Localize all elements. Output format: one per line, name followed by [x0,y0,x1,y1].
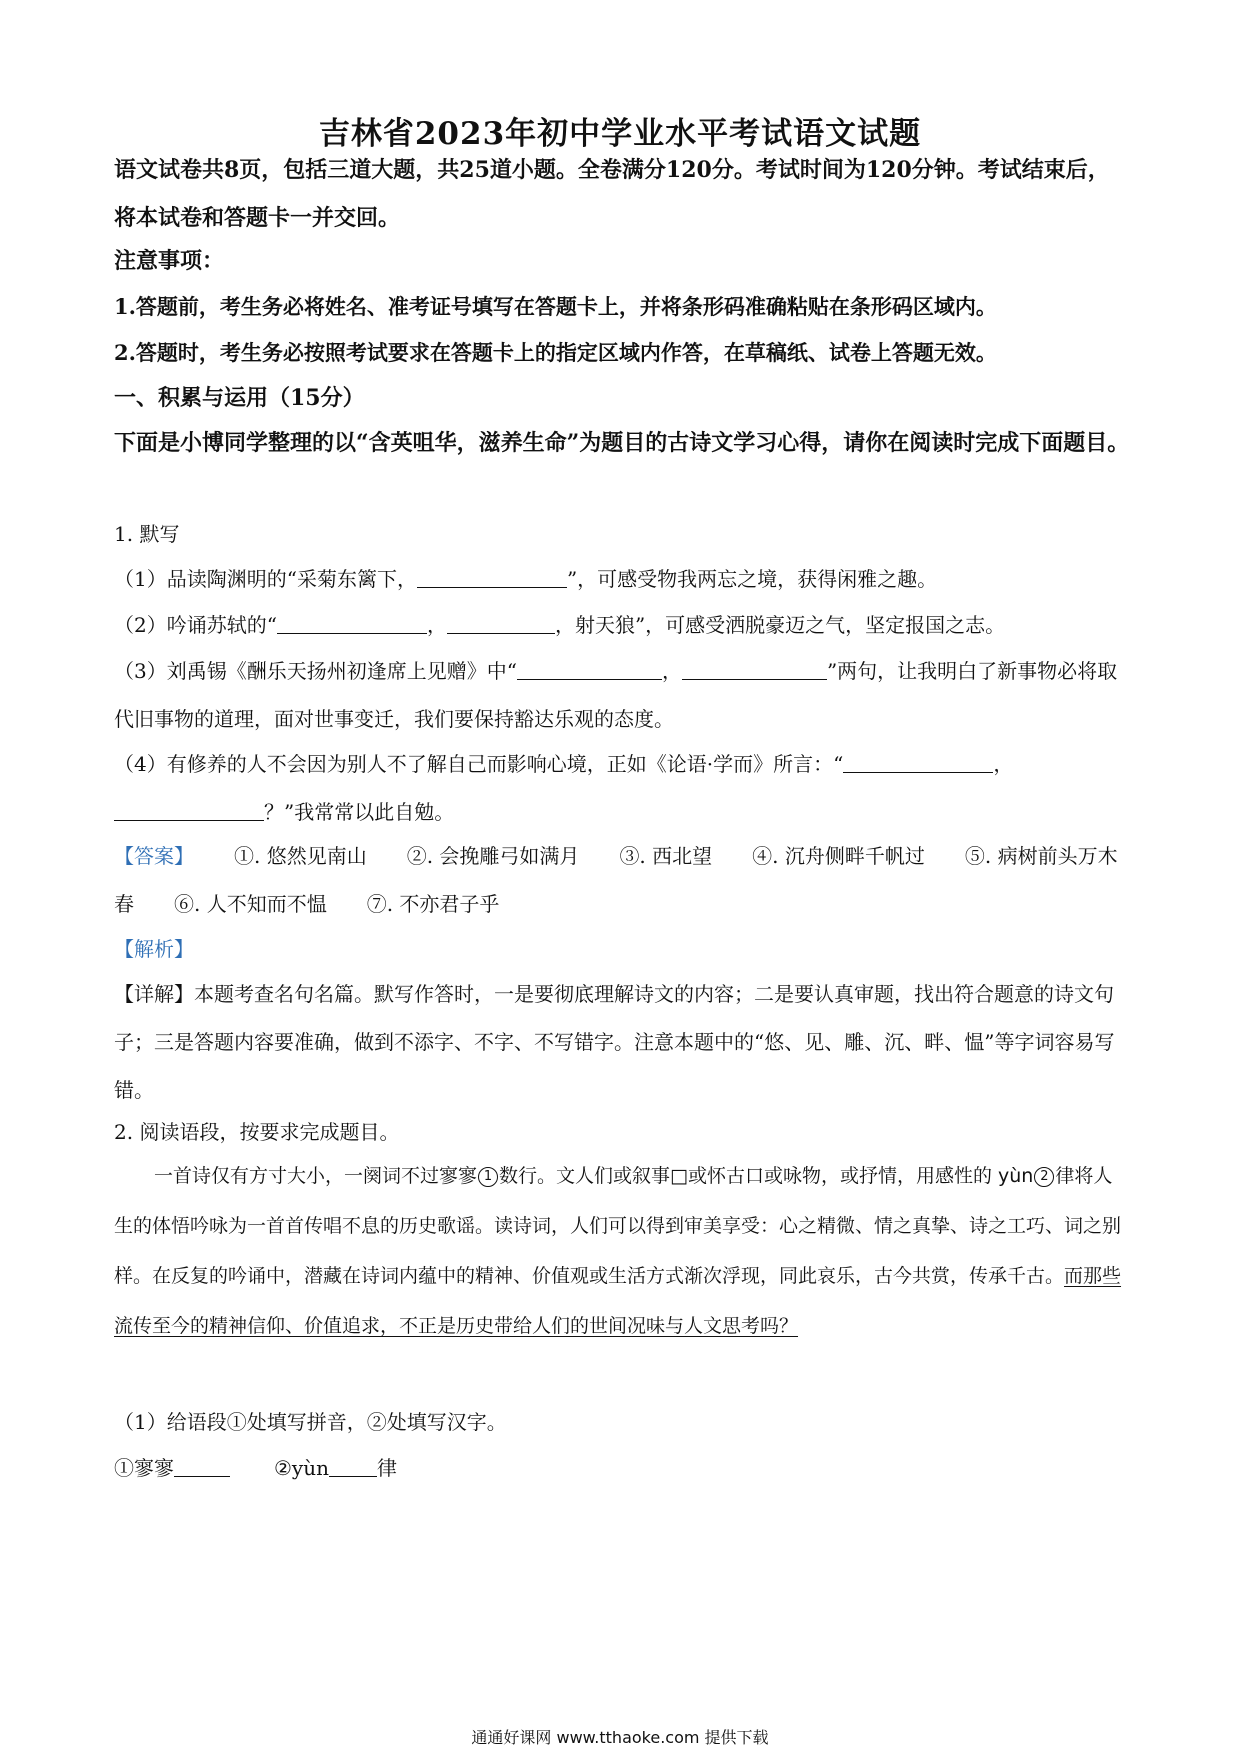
analysis-detail: 【详解】本题考查名句名篇。默写作答时，一是要彻底理解诗文的内容；二是要认真审题，找出符合题意的诗文句子；三是答题内容要准确，做到不添字、不字、不写错字。注意本题中的“悠、见、雕、沉、畔、愠”等字词容易写错。 [114,982,1115,1102]
q1-part1-text-b: ”，可感受物我两忘之境，获得闲雅之趣。 [566,567,938,591]
answer-item: ⑥. 人不知而不愠 [174,892,327,916]
q1-part3-text-b: ， [661,659,682,683]
answer-blank [277,611,427,634]
answer-item: ⑤. 病树前头万木春 [114,844,1118,916]
question-2-sub-1: （1）给语段①处填写拼音，②处填写汉字。 [114,1410,507,1434]
notice-heading: 注意事项： [114,248,225,274]
blank-marker-2: 2 [1034,1167,1054,1187]
answer-blank [682,657,827,680]
q1-part4-text-b: ， [993,752,1014,776]
answer-item: ④. 沉舟侧畔千帆过 [752,844,925,868]
page-title: 吉林省2023年初中学业水平考试语文试题 [318,116,922,152]
section-intro: 下面是小博同学整理的以“含英咀华，滋养生命”为题目的古诗文学习心得，请你在阅读时完成下面题目。 [114,430,1130,456]
q1-part2-text-b: ， [426,613,447,637]
question-1-part-4 [114,740,1130,836]
answer-blank [843,750,993,773]
passage-text-c: 律将人生的体悟吟咏为一首首传唱不息的历史歌谣。读诗词，人们可以得到审美享受：心之精微、情之真挚、诗之工巧、词之别样。在反复的吟诵中，潜藏在诗词内蕴中的精神、价值观或生活方式渐次浮现，同此哀乐，古今共赏，传承千古。 [114,1165,1122,1287]
q1-part3-text-a: （3）刘禹锡《酬乐天扬州初逢席上见赠》中“ [114,659,517,683]
passage-underlined-sentence: 而那些流传至今的精神信仰、价值追求，不正是历史带给人们的世间况味与人文思考吗？ [114,1265,1122,1337]
q1-part4-text-a: （4）有修养的人不会因为别人不了解自己而影响心境，正如《论语·学而》所言：“ [114,752,844,776]
q1-part4-text-c: ？”我常常以此自勉。 [264,800,455,824]
blank-marker-1: 1 [478,1167,498,1187]
answer-item: ③. 西北望 [619,844,713,868]
answer-blank [447,611,555,634]
q1-part2-text-a: （2）吟诵苏轼的“ [114,613,277,637]
analysis-label: 【解析】 [114,937,194,961]
answer-item: ②. 会挽雕弓如满月 [406,844,580,868]
sub1-item-1: ①寥寥 [114,1456,174,1480]
answer-item: ①. 悠然见南山 [234,844,367,868]
exam-intro: 语文试卷共8页，包括三道大题，共25道小题。全卷满分120分。考试时间为120分钟。考试结束后，将本试卷和答题卡一并交回。 [114,157,1110,231]
question-1-part-3 [114,647,1130,743]
answer-blank [417,565,567,588]
section-heading: 一、积累与运用（15分） [114,385,365,411]
answer-label: 【答案】 [114,844,194,868]
reading-passage [114,1151,1130,1351]
question-2-label: 2. 阅读语段，按要求完成题目。 [114,1120,400,1144]
question-2-sub-1-answer [114,1444,1130,1492]
question-1-label: 1. 默写 [114,522,180,546]
passage-text-a: 一首诗仅有方寸大小，一阕词不过寥寥 [154,1165,478,1187]
answer-item: ⑦. 不亦君子乎 [366,892,500,916]
sub1-item-2: ②yùn [274,1456,329,1480]
q1-part2-text-c: ，射天狼”，可感受洒脱豪迈之气，坚定报国之志。 [554,613,1006,637]
answer-blank [174,1454,230,1477]
notice-item-1: 1.答题前，考生务必将姓名、准考证号填写在答题卡上，并将条形码准确粘贴在条形码区域内。 [114,294,997,319]
page-footer: 通通好课网 www.tthaoke.com 提供下载 [471,1728,769,1747]
notice-item-2: 2.答题时，考生务必按照考试要求在答题卡上的指定区域内作答，在草稿纸、试卷上答题无效。 [114,340,997,365]
sub1-item-2-tail: 律 [377,1456,397,1480]
question-1-part-1 [114,555,1130,603]
answer-blank [114,798,264,821]
q1-part1-text-a: （1）品读陶渊明的“采菊东篱下， [114,567,417,591]
question-1-part-2 [114,601,1130,649]
q1-part3-text-c: ”两句，让我明白了新事物必将取代旧事物的道理，面对世事变迁，我们要保持豁达乐观的态度。 [114,659,1118,731]
answer-block [114,832,1130,928]
answer-blank [517,657,662,680]
passage-text-b: 数行。文人们或叙事□或怀古口或咏物，或抒情，用感性的 yùn [499,1165,1034,1187]
answer-blank [329,1454,377,1477]
